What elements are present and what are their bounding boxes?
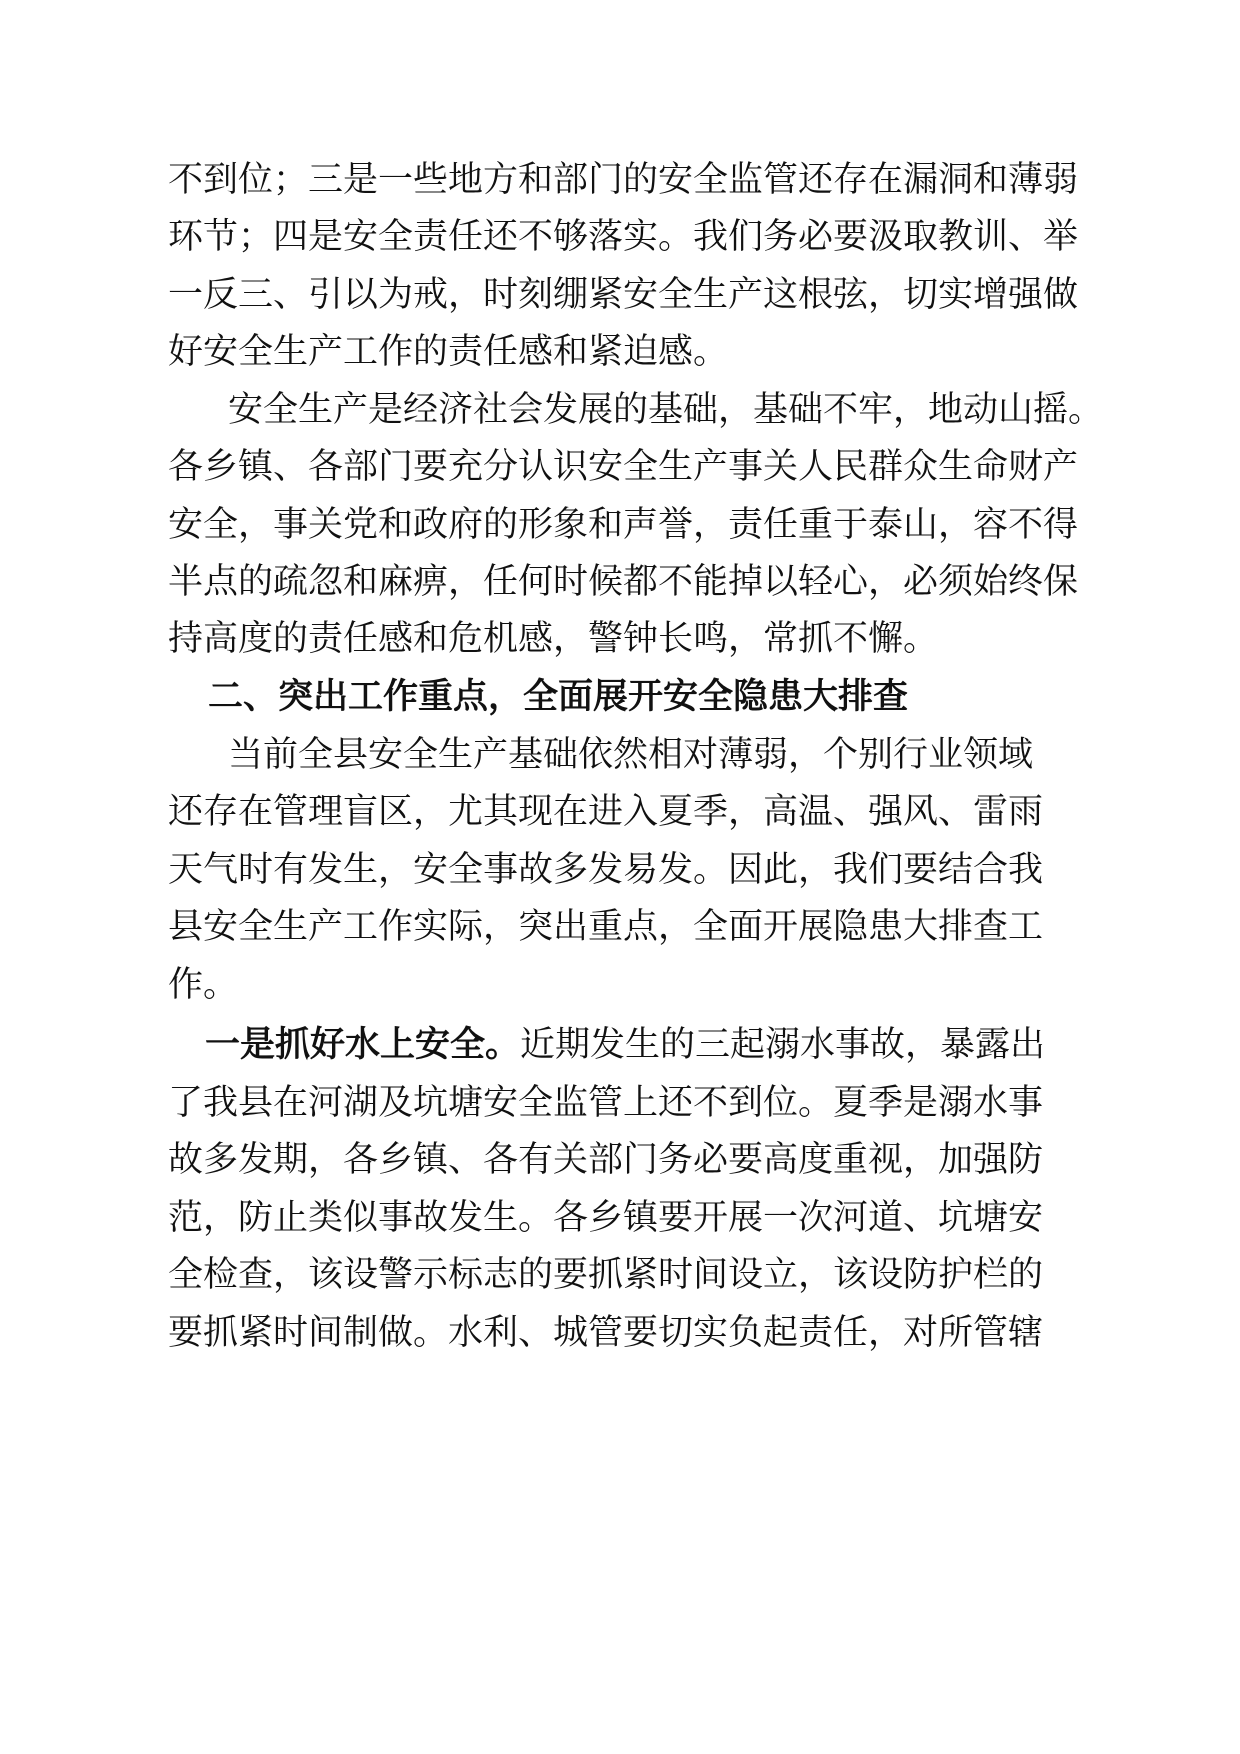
- paragraph-2-line-3: 安全，事关党和政府的形象和声誉，责任重于泰山，容不得: [168, 505, 1079, 545]
- paragraph-2-line-2: 各乡镇、各部门要充分认识安全生产事关人民群众生命财产: [168, 447, 1079, 487]
- paragraph-4-line-4: 范，防止类似事故发生。各乡镇要开展一次河道、坑塘安: [168, 1198, 1044, 1238]
- paragraph-3-line-1: 当前全县安全生产基础依然相对薄弱，个别行业领域: [228, 735, 1034, 775]
- paragraph-4-line-5: 全检查，该设警示标志的要抓紧时间设立，该设防护栏的: [168, 1255, 1044, 1295]
- paragraph-4-line-6: 要抓紧时间制做。水利、城管要切实负起责任，对所管辖: [168, 1313, 1044, 1353]
- paragraph-3-line-4: 县安全生产工作实际，突出重点，全面开展隐患大排查工: [168, 907, 1044, 947]
- paragraph-1-line-2: 环节；四是安全责任还不够落实。我们务必要汲取教训、举: [168, 217, 1079, 257]
- section-heading: 二、突出工作重点，全面展开安全隐患大排查: [208, 677, 909, 717]
- paragraph-2-line-1: 安全生产是经济社会发展的基础，基础不牢，地动山摇。: [228, 390, 1104, 430]
- paragraph-3-line-5: 作。: [168, 965, 239, 1005]
- paragraph-3-line-3: 天气时有发生，安全事故多发易发。因此，我们要结合我: [168, 850, 1044, 890]
- paragraph-1-line-3: 一反三、引以为戒，时刻绷紧安全生产这根弦，切实增强做: [168, 275, 1079, 315]
- paragraph-2-line-5: 持高度的责任感和危机感，警钟长鸣，常抓不懈。: [168, 619, 939, 659]
- paragraph-2-line-4: 半点的疏忽和麻痹，任何时候都不能掉以轻心，必须始终保: [168, 562, 1079, 602]
- paragraph-4-lead: 一是抓好水上安全。: [205, 1025, 521, 1065]
- paragraph-4-line-3: 故多发期，各乡镇、各有关部门务必要高度重视，加强防: [168, 1140, 1044, 1180]
- paragraph-4-line-2: 了我县在河湖及坑塘安全监管上还不到位。夏季是溺水事: [168, 1083, 1044, 1123]
- paragraph-4-line-1: [205, 1020, 1045, 1070]
- paragraph-4-line-1-rest: 近期发生的三起溺水事故，暴露出: [520, 1025, 1046, 1065]
- paragraph-3-line-2: 还存在管理盲区，尤其现在进入夏季，高温、强风、雷雨: [168, 792, 1044, 832]
- paragraph-1-line-4: 好安全生产工作的责任感和紧迫感。: [168, 332, 729, 372]
- paragraph-1-line-1: 不到位；三是一些地方和部门的安全监管还存在漏洞和薄弱: [168, 160, 1079, 200]
